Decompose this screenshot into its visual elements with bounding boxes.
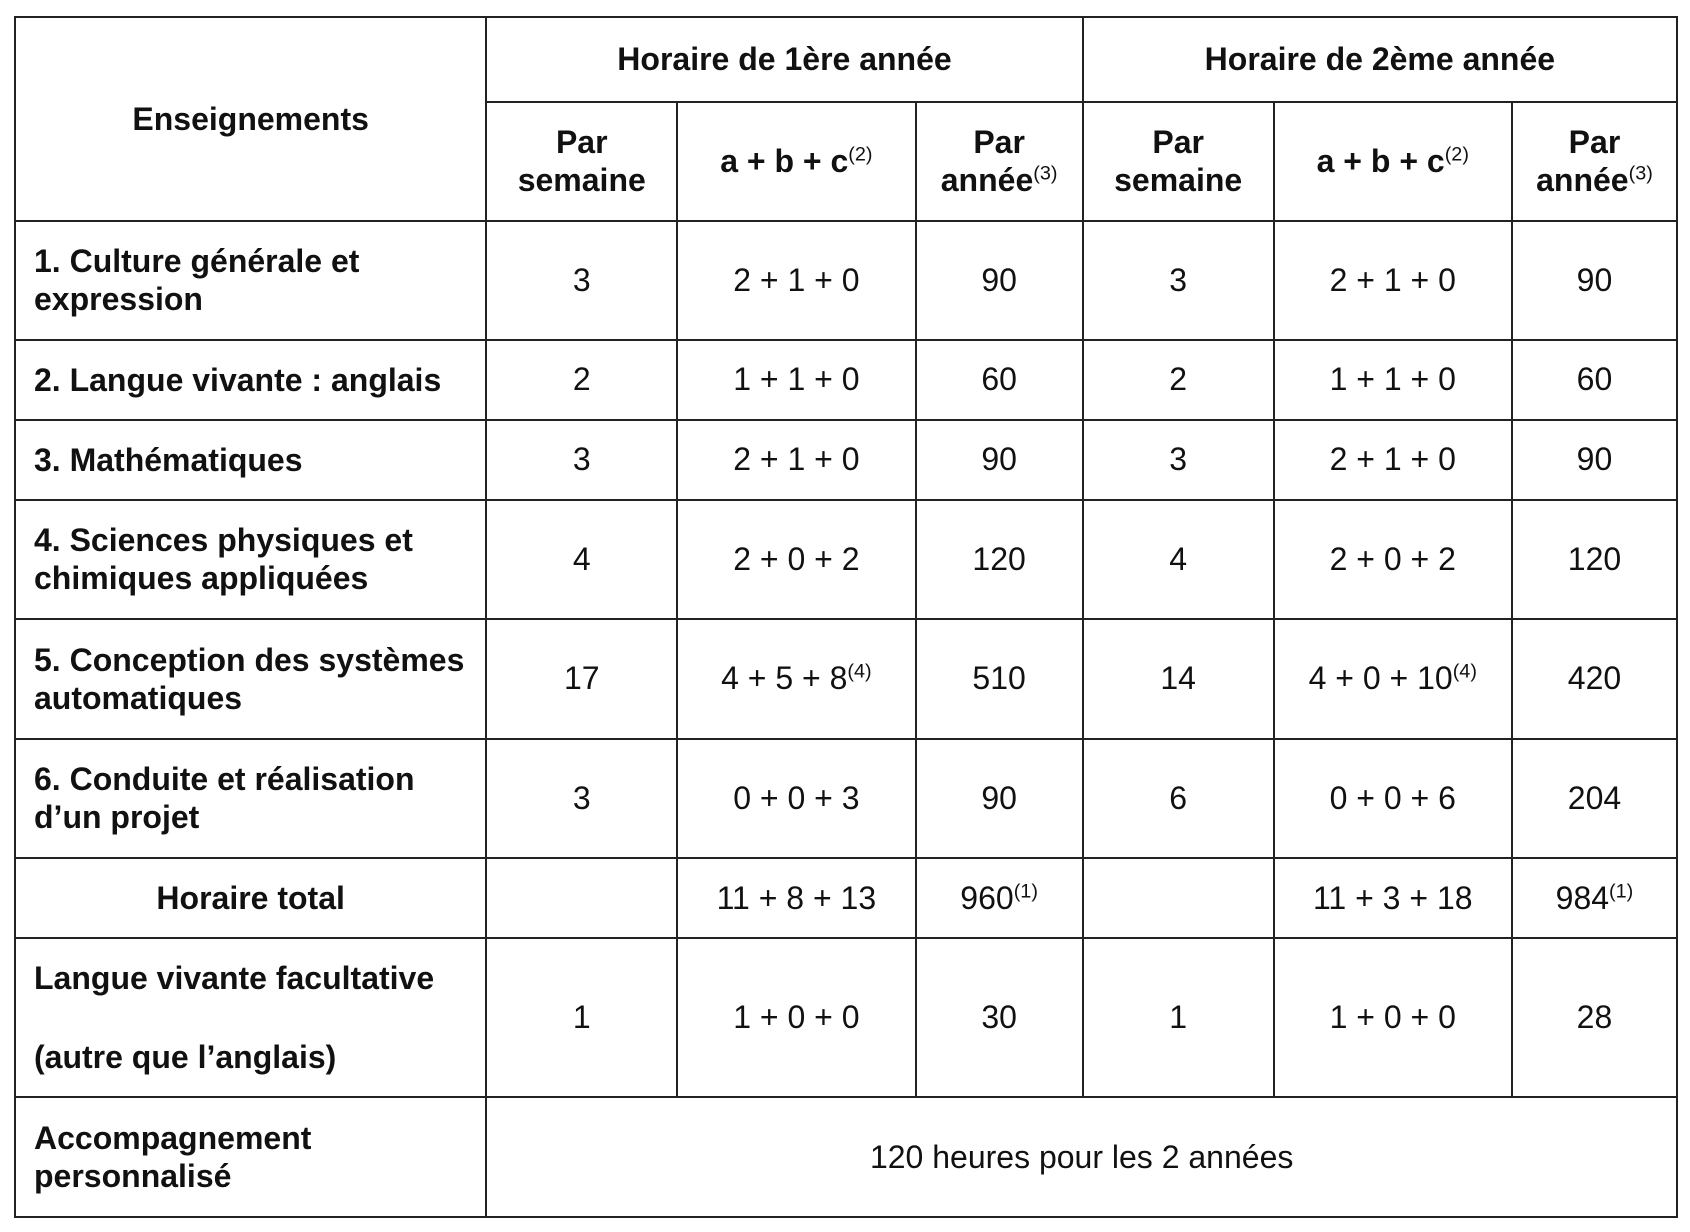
footnote-3: (3) bbox=[1033, 162, 1058, 185]
y1-year: 90 bbox=[916, 739, 1083, 859]
y2-year: 28 bbox=[1512, 938, 1677, 1097]
y2-week: 4 bbox=[1083, 500, 1274, 620]
y2-week: 3 bbox=[1083, 420, 1274, 500]
table-row bbox=[15, 340, 1677, 420]
total-y2-abc: 11 + 3 + 18 bbox=[1274, 858, 1512, 938]
header-y1-per-week: Par semaine bbox=[486, 102, 677, 220]
footnote-3: (3) bbox=[1628, 162, 1653, 185]
y1-abc: 2 + 1 + 0 bbox=[677, 420, 915, 500]
y1-abc: 0 + 0 + 3 bbox=[677, 739, 915, 859]
header-y2-abc: $a + b + c^{(2)}$ bbox=[1274, 102, 1512, 220]
subject-label: 4. Sciences physiques et chimiques appliquées bbox=[15, 500, 486, 620]
y1-week: 1 bbox=[486, 938, 677, 1097]
header-year2: Horaire de 2ème année bbox=[1083, 17, 1677, 102]
y1-week: 2 bbox=[486, 340, 677, 420]
footnote-4: (4) bbox=[847, 660, 872, 683]
header-y2-per-year: Par année$^{(3)}$ bbox=[1512, 102, 1677, 220]
header-year1: Horaire de 1ère année bbox=[486, 17, 1082, 102]
table-row bbox=[15, 221, 1677, 341]
y1-week: 17 bbox=[486, 619, 677, 739]
y2-year: 120 bbox=[1512, 500, 1677, 620]
y2-abc: 2 + 1 + 0 bbox=[1274, 221, 1512, 341]
y1-abc: $4 + 5 + 8^{(4)}$ bbox=[677, 619, 915, 739]
subject-label: 1. Culture générale et expression bbox=[15, 221, 486, 341]
y2-week: 3 bbox=[1083, 221, 1274, 341]
table-row bbox=[15, 500, 1677, 620]
y2-year: 60 bbox=[1512, 340, 1677, 420]
total-y1-year: 960$^{(1)}$ bbox=[916, 858, 1083, 938]
y1-year: 120 bbox=[916, 500, 1083, 620]
y2-abc: 1 + 0 + 0 bbox=[1274, 938, 1512, 1097]
y2-abc: 2 + 0 + 2 bbox=[1274, 500, 1512, 620]
y2-year: 90 bbox=[1512, 420, 1677, 500]
y2-year: 90 bbox=[1512, 221, 1677, 341]
header-enseignements: Enseignements bbox=[15, 17, 486, 221]
table-row bbox=[15, 619, 1677, 739]
footnote-2: (2) bbox=[1444, 143, 1469, 166]
total-y1-week-empty bbox=[486, 858, 677, 938]
header-y1-abc: $a + b + c^{(2)}$ bbox=[677, 102, 915, 220]
total-label: Horaire total bbox=[15, 858, 486, 938]
y2-week: 2 bbox=[1083, 340, 1274, 420]
y1-year: 90 bbox=[916, 420, 1083, 500]
y1-year: 30 bbox=[916, 938, 1083, 1097]
total-row bbox=[15, 858, 1677, 938]
timetable bbox=[14, 16, 1678, 1218]
support-label: Accompagnement personnalisé bbox=[15, 1097, 486, 1217]
y1-abc: 1 + 0 + 0 bbox=[677, 938, 915, 1097]
y1-week: 3 bbox=[486, 221, 677, 341]
y1-abc: 1 + 1 + 0 bbox=[677, 340, 915, 420]
y2-abc: 0 + 0 + 6 bbox=[1274, 739, 1512, 859]
header-y1-per-year: Par année$^{(3)}$ bbox=[916, 102, 1083, 220]
total-y2-week-empty bbox=[1083, 858, 1274, 938]
y2-abc: 2 + 1 + 0 bbox=[1274, 420, 1512, 500]
table-row bbox=[15, 420, 1677, 500]
footnote-2: (2) bbox=[848, 143, 873, 166]
support-row bbox=[15, 1097, 1677, 1217]
optional-language-row bbox=[15, 938, 1677, 1097]
total-y1-abc: 11 + 8 + 13 bbox=[677, 858, 915, 938]
header-y2-per-week: Par semaine bbox=[1083, 102, 1274, 220]
subject-label: 6. Conduite et réalisation d’un projet bbox=[15, 739, 486, 859]
y1-week: 3 bbox=[486, 739, 677, 859]
y2-abc: 1 + 1 + 0 bbox=[1274, 340, 1512, 420]
total-y2-year: 984$^{(1)}$ bbox=[1512, 858, 1677, 938]
y2-week: 6 bbox=[1083, 739, 1274, 859]
y2-year: 420 bbox=[1512, 619, 1677, 739]
y1-year: 510 bbox=[916, 619, 1083, 739]
table-row bbox=[15, 739, 1677, 859]
y1-year: 90 bbox=[916, 221, 1083, 341]
subject-label: 2. Langue vivante : anglais bbox=[15, 340, 486, 420]
footnote-1: (1) bbox=[1013, 879, 1038, 902]
support-value: 120 heures pour les 2 années bbox=[486, 1097, 1677, 1217]
y1-week: 4 bbox=[486, 500, 677, 620]
y2-year: 204 bbox=[1512, 739, 1677, 859]
y1-abc: 2 + 0 + 2 bbox=[677, 500, 915, 620]
subject-label: 5. Conception des systèmes automatiques bbox=[15, 619, 486, 739]
footnote-4: (4) bbox=[1452, 660, 1477, 683]
y1-year: 60 bbox=[916, 340, 1083, 420]
y1-abc: 2 + 1 + 0 bbox=[677, 221, 915, 341]
footnote-1: (1) bbox=[1609, 879, 1634, 902]
y1-week: 3 bbox=[486, 420, 677, 500]
subject-label: 3. Mathématiques bbox=[15, 420, 486, 500]
y2-abc: $4 + 0 + 10^{(4)}$ bbox=[1274, 619, 1512, 739]
y2-week: 1 bbox=[1083, 938, 1274, 1097]
y2-week: 14 bbox=[1083, 619, 1274, 739]
optional-language-label: Langue vivante facultative (autre que l’anglais) bbox=[15, 938, 486, 1097]
header-row-years bbox=[15, 17, 1677, 102]
